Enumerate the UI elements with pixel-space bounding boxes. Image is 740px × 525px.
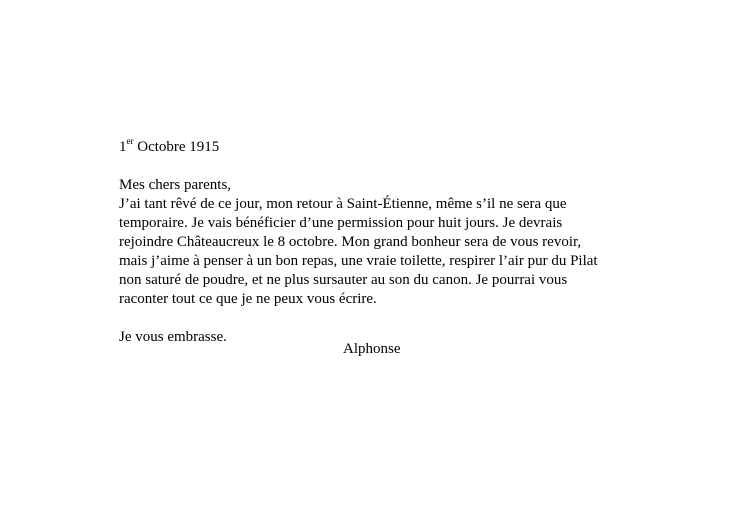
- salutation: Mes chers parents,: [119, 177, 232, 193]
- date-month-year: Octobre 1915: [133, 139, 220, 155]
- body-line: rejoindre Châteaucreux le 8 octobre. Mon grand bonheur sera de vous revoir,: [119, 234, 582, 250]
- date-day: 1: [119, 139, 127, 155]
- paragraph-gap: [119, 157, 639, 176]
- paragraph-gap: [119, 309, 639, 328]
- body-line: temporaire. Je vais bénéficier d’une permission pour huit jours. Je devrais: [119, 215, 563, 231]
- letter-date: [119, 138, 639, 157]
- body-line: J’ai tant rêvé de ce jour, mon retour à Saint-Étienne, même s’il ne sera que: [119, 196, 567, 212]
- letter-body: [119, 138, 639, 347]
- date-ordinal-suffix: er: [126, 136, 134, 146]
- body-line: mais j’aime à penser à un bon repas, une vraie toilette, respirer l’air pur du Pilat: [119, 253, 598, 269]
- body-line: non saturé de poudre, et ne plus sursauter au son du canon. Je pourrai vous: [119, 272, 568, 288]
- signature: Alphonse: [343, 341, 401, 357]
- body-line: raconter tout ce que je ne peux vous écrire.: [119, 291, 377, 307]
- closing-line: Je vous embrasse.: [119, 329, 227, 345]
